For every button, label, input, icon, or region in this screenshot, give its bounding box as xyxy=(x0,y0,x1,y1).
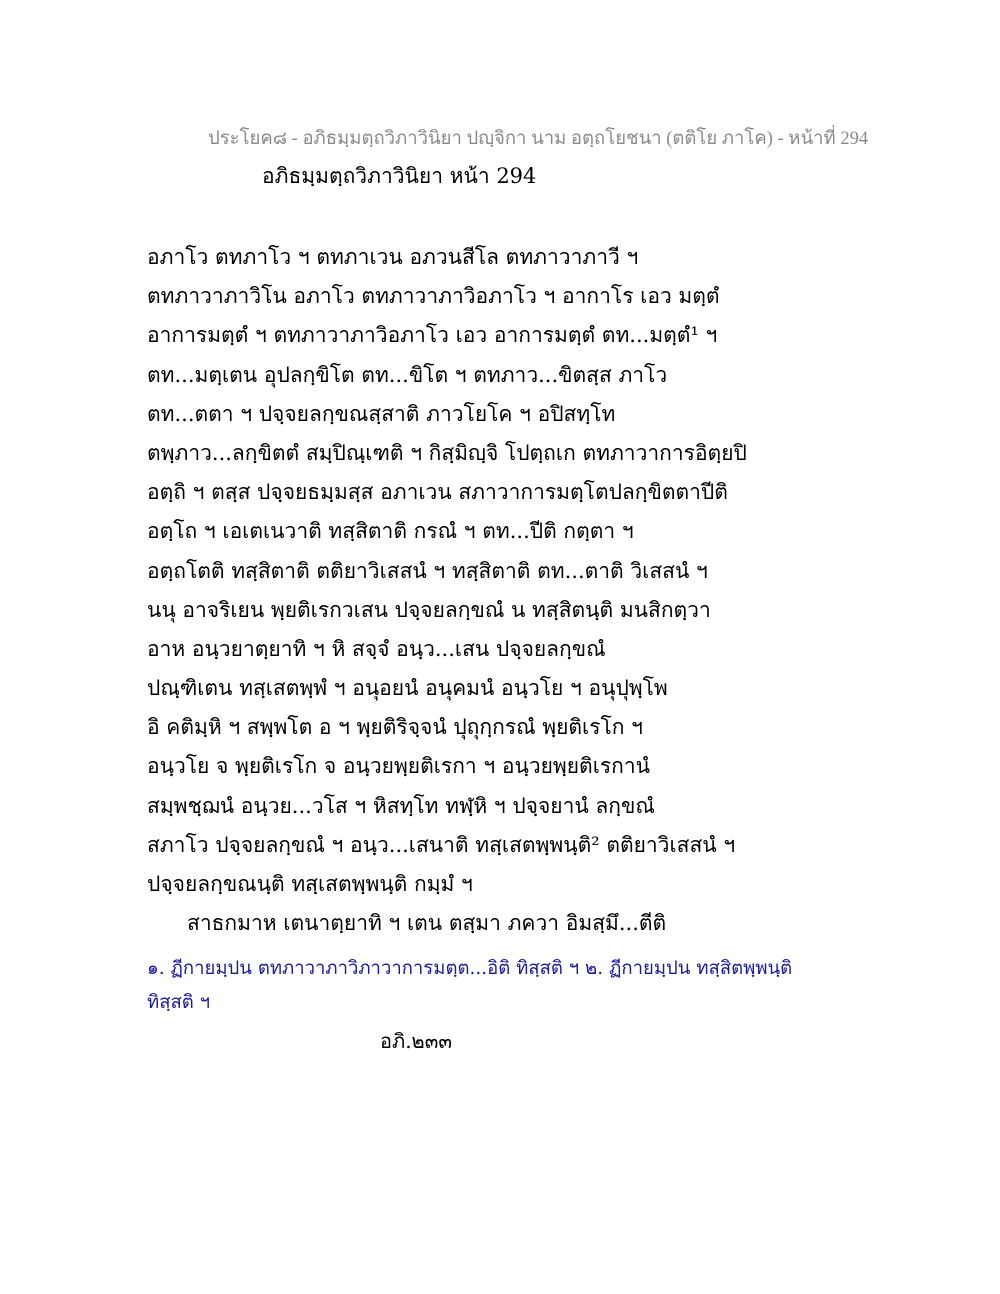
footnotes xyxy=(147,952,847,1020)
body-line: อตฺถิ ฯ ตสฺส ปจฺจยธมฺมสฺส อภาเวน สภาวาการมตฺโตปลกฺขิตตาปีติ xyxy=(147,480,728,505)
body-line: อิ คติมฺหิ ฯ สพฺพโต อ ฯ พฺยติริจฺจนํ ปุถุกฺกรณํ พฺยติเรโก ฯ xyxy=(147,715,643,740)
body-line: สภาโว ปจฺจยลกฺขณํ ฯ อนฺว...เสนาติ ทสฺเสตพฺพนฺติ² ตติยาวิเสสนํ ฯ xyxy=(147,832,736,857)
body-text xyxy=(147,238,847,943)
body-line: อาห อนฺวยาตฺยาทิ ฯ หิ สจฺจํ อนฺว...เสน ปจฺจยลกฺขณํ xyxy=(147,636,606,661)
body-line: สมฺพชฺฌนํ อนฺวย...วโส ฯ หิสทฺโท ทฬฺหิ ฯ ปจฺจยานํ ลกฺขณํ xyxy=(147,793,655,818)
page-title: อภิธมฺมตฺถวิภาวินิยา หน้า 294 xyxy=(262,164,537,188)
footnote-line-2: ทิสฺสติ ฯ xyxy=(147,992,211,1013)
body-line: ตพฺภาว...ลกฺขิตตํ สมฺปิณฺเฑติ ฯ กิสฺมิญฺจิ โปตฺถเก ตทภาวาการอิตฺยปิ xyxy=(147,440,747,465)
body-line: อนฺวโย จ พฺยติเรโก จ อนฺวยพฺยติเรกา ฯ อนฺวยพฺยติเรกานํ xyxy=(147,754,651,779)
body-line: ปจฺจยลกฺขณนฺติ ทสฺเสตพฺพนฺติ กมฺมํ ฯ xyxy=(147,872,473,896)
body-line: อตฺโถ ฯ เอเตเนวาติ ทสฺสิตาติ กรณํ ฯ ตท...ปีติ กตฺตา ฯ xyxy=(147,519,634,544)
body-line: นนุ อาจริเยน พฺยติเรกวเสน ปจฺจยลกฺขณํ น ทสฺสิตนฺติ มนสิกตฺวา xyxy=(147,597,711,622)
body-line: ปณฺฑิเตน ทสฺเสตพฺพํ ฯ อนุอยนํ อนุคมนํ อนฺวโย ฯ อนุปุพฺโพ xyxy=(147,676,668,701)
body-line: ตท...ตตา ฯ ปจฺจยลกฺขณสฺสาติ ภาวโยโค ฯ อปิสทฺโท xyxy=(147,401,616,426)
running-header: ประโยค๘ - อภิธมฺมตฺถวิภาวินิยา ปญฺจิกา นาม อตฺถโยชนา (ตติโย ภาโค) - หน้าที่ 294 xyxy=(208,129,869,149)
body-line: อตฺถโตติ ทสฺสิตาติ ตติยาวิเสสนํ ฯ ทสฺสิตาติ ตท...ตาติ วิเสสนํ ฯ xyxy=(147,558,708,583)
body-line: ตท...มตฺเตน อุปลกฺขิโต ตท...ขิโต ฯ ตทภาว...ขิตสฺส ภาโว xyxy=(147,362,668,387)
footnote-line-1: ๑. ฏีกายมฺปน ตทภาวาภาวิภาวาการมตฺต...อิติ ทิสฺสติ ฯ ๒. ฏีกายมฺปน ทสฺสิตพฺพนฺติ xyxy=(147,958,793,979)
body-line-indented: สาธกมาห เตนาตฺยาทิ ฯ เตน ตสฺมา ภควา อิมสฺมึ...ตีติ xyxy=(187,911,667,936)
body-line: ตทภาวาภาวิโน อภาโว ตทภาวาภาวิอภาโว ฯ อากาโร เอว มตฺตํ xyxy=(147,284,720,309)
body-line: อาการมตฺตํ ฯ ตทภาวาภาวิอภาโว เอว อาการมตฺตํ ตท...มตฺตํ¹ ฯ xyxy=(147,323,718,348)
body-line: อภาโว ตทภาโว ฯ ตทภาเวน อภวนสีโล ตทภาวาภาวี ฯ xyxy=(147,245,639,269)
page-reference: อภิ.๒๓๓ xyxy=(380,1029,453,1053)
